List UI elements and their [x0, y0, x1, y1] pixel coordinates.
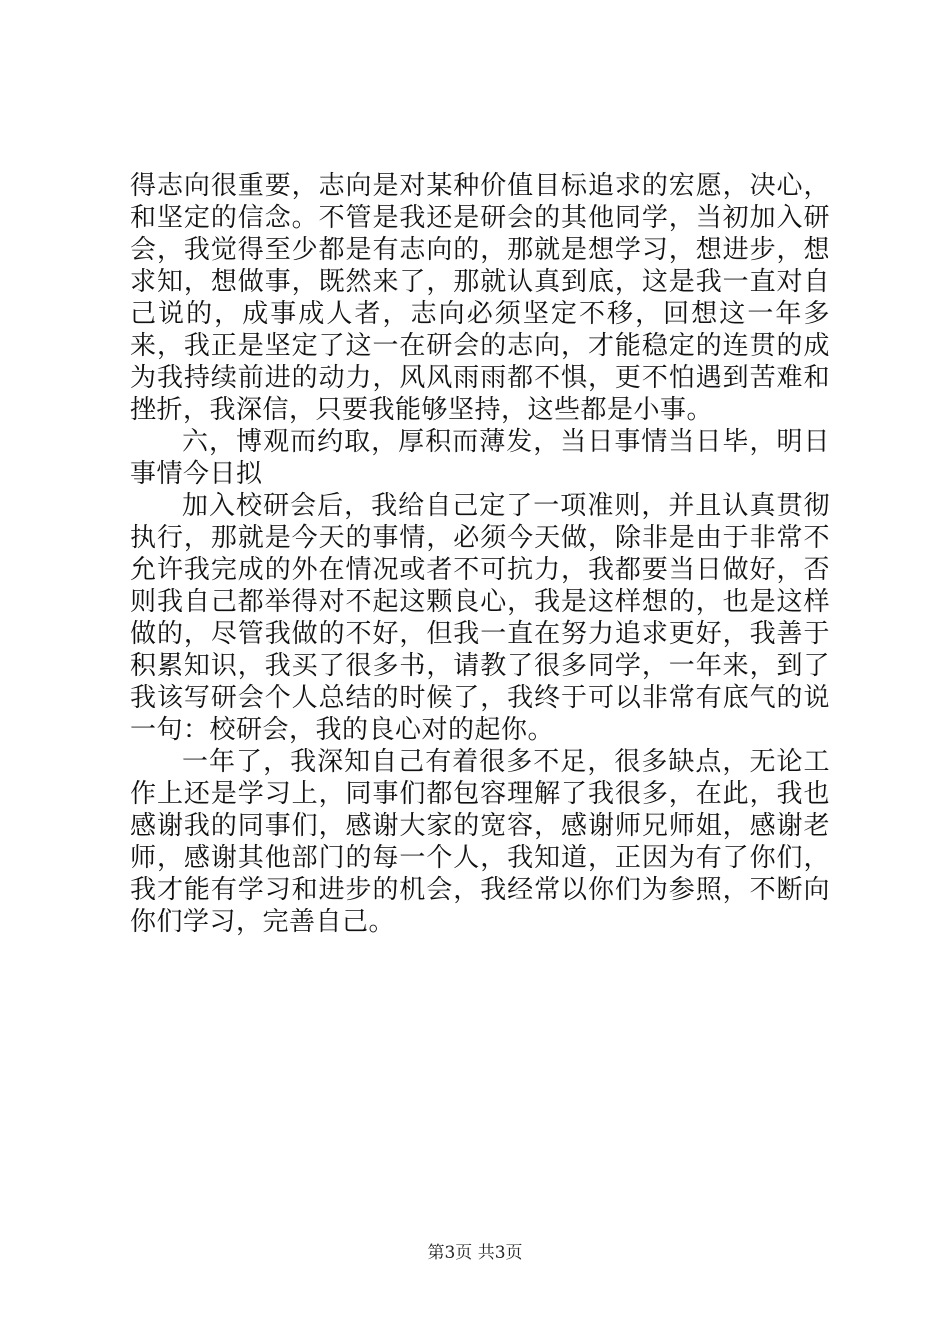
document-body	[130, 170, 830, 938]
paragraph: 一年了，我深知自己有着很多不足，很多缺点，无论工作上还是学习上，同事们都包容理解了我很多，在此，我也感谢我的同事们，感谢大家的宽容，感谢师兄师姐，感谢老师，感谢其他部门的每一个人，我知道，正因为有了你们，我才能有学习和进步的机会，我经常以你们为参照，不断向你们学习，完善自己。	[130, 747, 830, 937]
paragraph-continued: 得志向很重要，志向是对某种价值目标追求的宏愿，决心，和坚定的信念。不管是我还是研会的其他同学，当初加入研会，我觉得至少都是有志向的，那就是想学习，想进步，想求知，想做事，既然来了，那就认真到底，这是我一直对自己说的，成事成人者，志向必须坚定不移，回想这一年多来，我正是坚定了这一在研会的志向，才能稳定的连贯的成为我持续前进的动力，风风雨雨都不惧，更不怕遇到苦难和挫折，我深信，只要我能够坚持，这些都是小事。	[130, 171, 830, 425]
paragraph: 加入校研会后，我给自己定了一项准则，并且认真贯彻执行，那就是今天的事情，必须今天做，除非是由于非常不允许我完成的外在情况或者不可抗力，我都要当日做好，否则我自己都举得对不起这颗良心，我是这样想的，也是这样做的，尽管我做的不好，但我一直在努力追求更好，我善于积累知识，我买了很多书，请教了很多同学，一年来，到了我该写研会个人总结的时候了，我终于可以非常有底气的说一句：校研会，我的良心对的起你。	[130, 491, 830, 745]
section-heading: 六，博观而约取，厚积而薄发，当日事情当日毕，明日事情今日拟	[130, 427, 830, 489]
page-footer: 第3页 共3页	[427, 1243, 523, 1263]
